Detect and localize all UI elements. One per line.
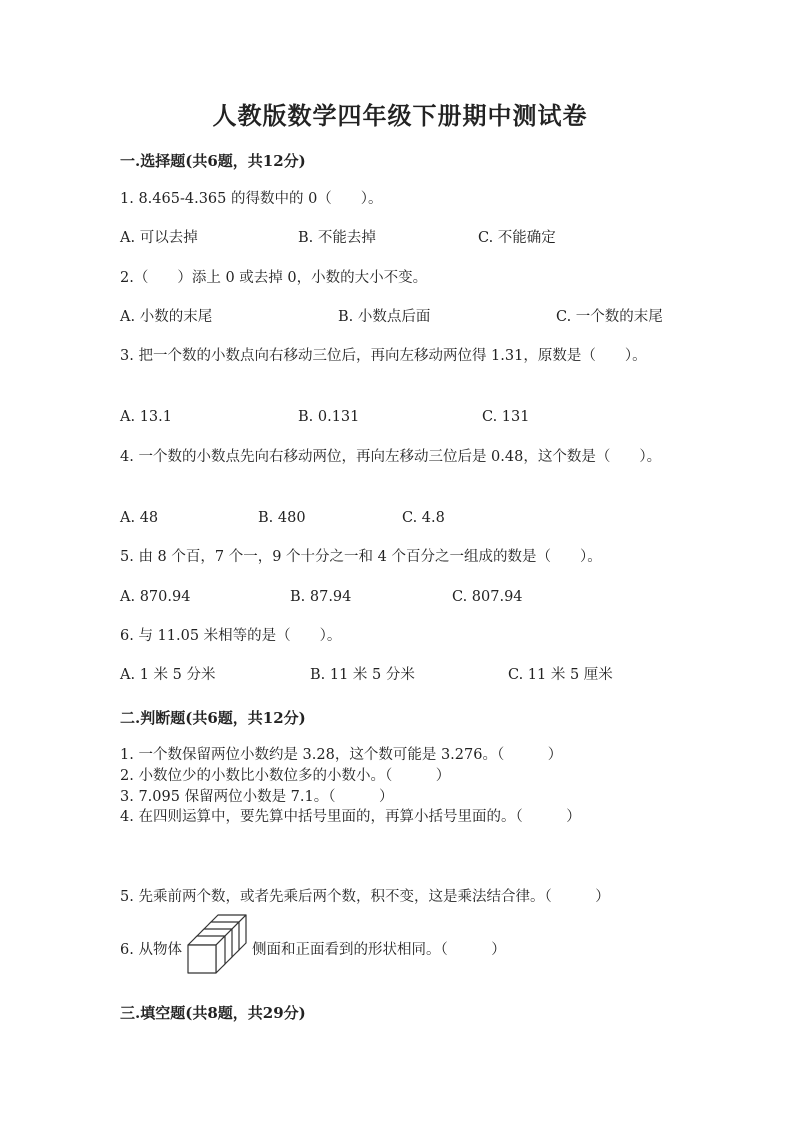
option-1c: C. 不能确定 [478,230,556,246]
option-2b: B. 小数点后面 [338,309,431,325]
judge-question-3: 3. 7.095 保留两位小数是 7.1。（ ） [120,789,394,805]
section-heading-choice: 一.选择题(共6题，共12分) [120,152,306,170]
option-3b: B. 0.131 [298,409,360,425]
option-6b: B. 11 米 5 分米 [310,667,415,683]
judge-question-1: 1. 一个数保留两位小数约是 3.28，这个数可能是 3.276。（ ） [120,747,563,763]
judge-question-5: 5. 先乘前两个数，或者先乘后两个数，积不变，这是乘法结合律。（ ） [120,889,610,905]
judge-question-6-prefix: 6. 从物体 [120,942,182,958]
option-6a: A. 1 米 5 分米 [120,667,216,683]
option-6c: C. 11 米 5 厘米 [508,667,613,683]
option-5a: A. 870.94 [120,589,191,605]
option-1a: A. 可以去掉 [120,230,198,246]
section-heading-judge: 二.判断题(共6题，共12分) [120,709,306,727]
option-3c: C. 131 [482,409,530,425]
question-5: 5. 由 8 个百，7 个一，9 个十分之一和 4 个百分之一组成的数是（ ）。 [120,549,602,565]
question-2: 2.（ ）添上 0 或去掉 0，小数的大小不变。 [120,270,428,286]
option-3a: A. 13.1 [120,409,172,425]
section-heading-fill: 三.填空题(共8题，共29分) [120,1004,306,1022]
page-title: 人教版数学四年级下册期中测试卷 [212,101,588,130]
question-1: 1. 8.465-4.365 的得数中的 0（ ）。 [120,191,383,207]
judge-question-6-suffix: 侧面和正面看到的形状相同。（ ） [252,942,506,958]
option-5b: B. 87.94 [290,589,352,605]
option-4c: C. 4.8 [402,510,445,526]
judge-question-4: 4. 在四则运算中，要先算中括号里面的，再算小括号里面的。（ ） [120,809,581,825]
option-1b: B. 不能去掉 [298,230,376,246]
question-3: 3. 把一个数的小数点向右移动三位后，再向左移动两位得 1.31，原数是（ ）。 [120,348,647,364]
question-4: 4. 一个数的小数点先向右移动两位，再向左移动三位后是 0.48，这个数是（ ）。 [120,449,662,465]
stacked-cubes-figure [186,912,252,976]
option-2c: C. 一个数的末尾 [556,309,663,325]
question-6: 6. 与 11.05 米相等的是（ ）。 [120,628,342,644]
option-4a: A. 48 [120,510,159,526]
option-4b: B. 480 [258,510,306,526]
option-5c: C. 807.94 [452,589,523,605]
option-2a: A. 小数的末尾 [120,309,213,325]
judge-question-2: 2. 小数位少的小数比小数位多的小数小。（ ） [120,768,451,784]
